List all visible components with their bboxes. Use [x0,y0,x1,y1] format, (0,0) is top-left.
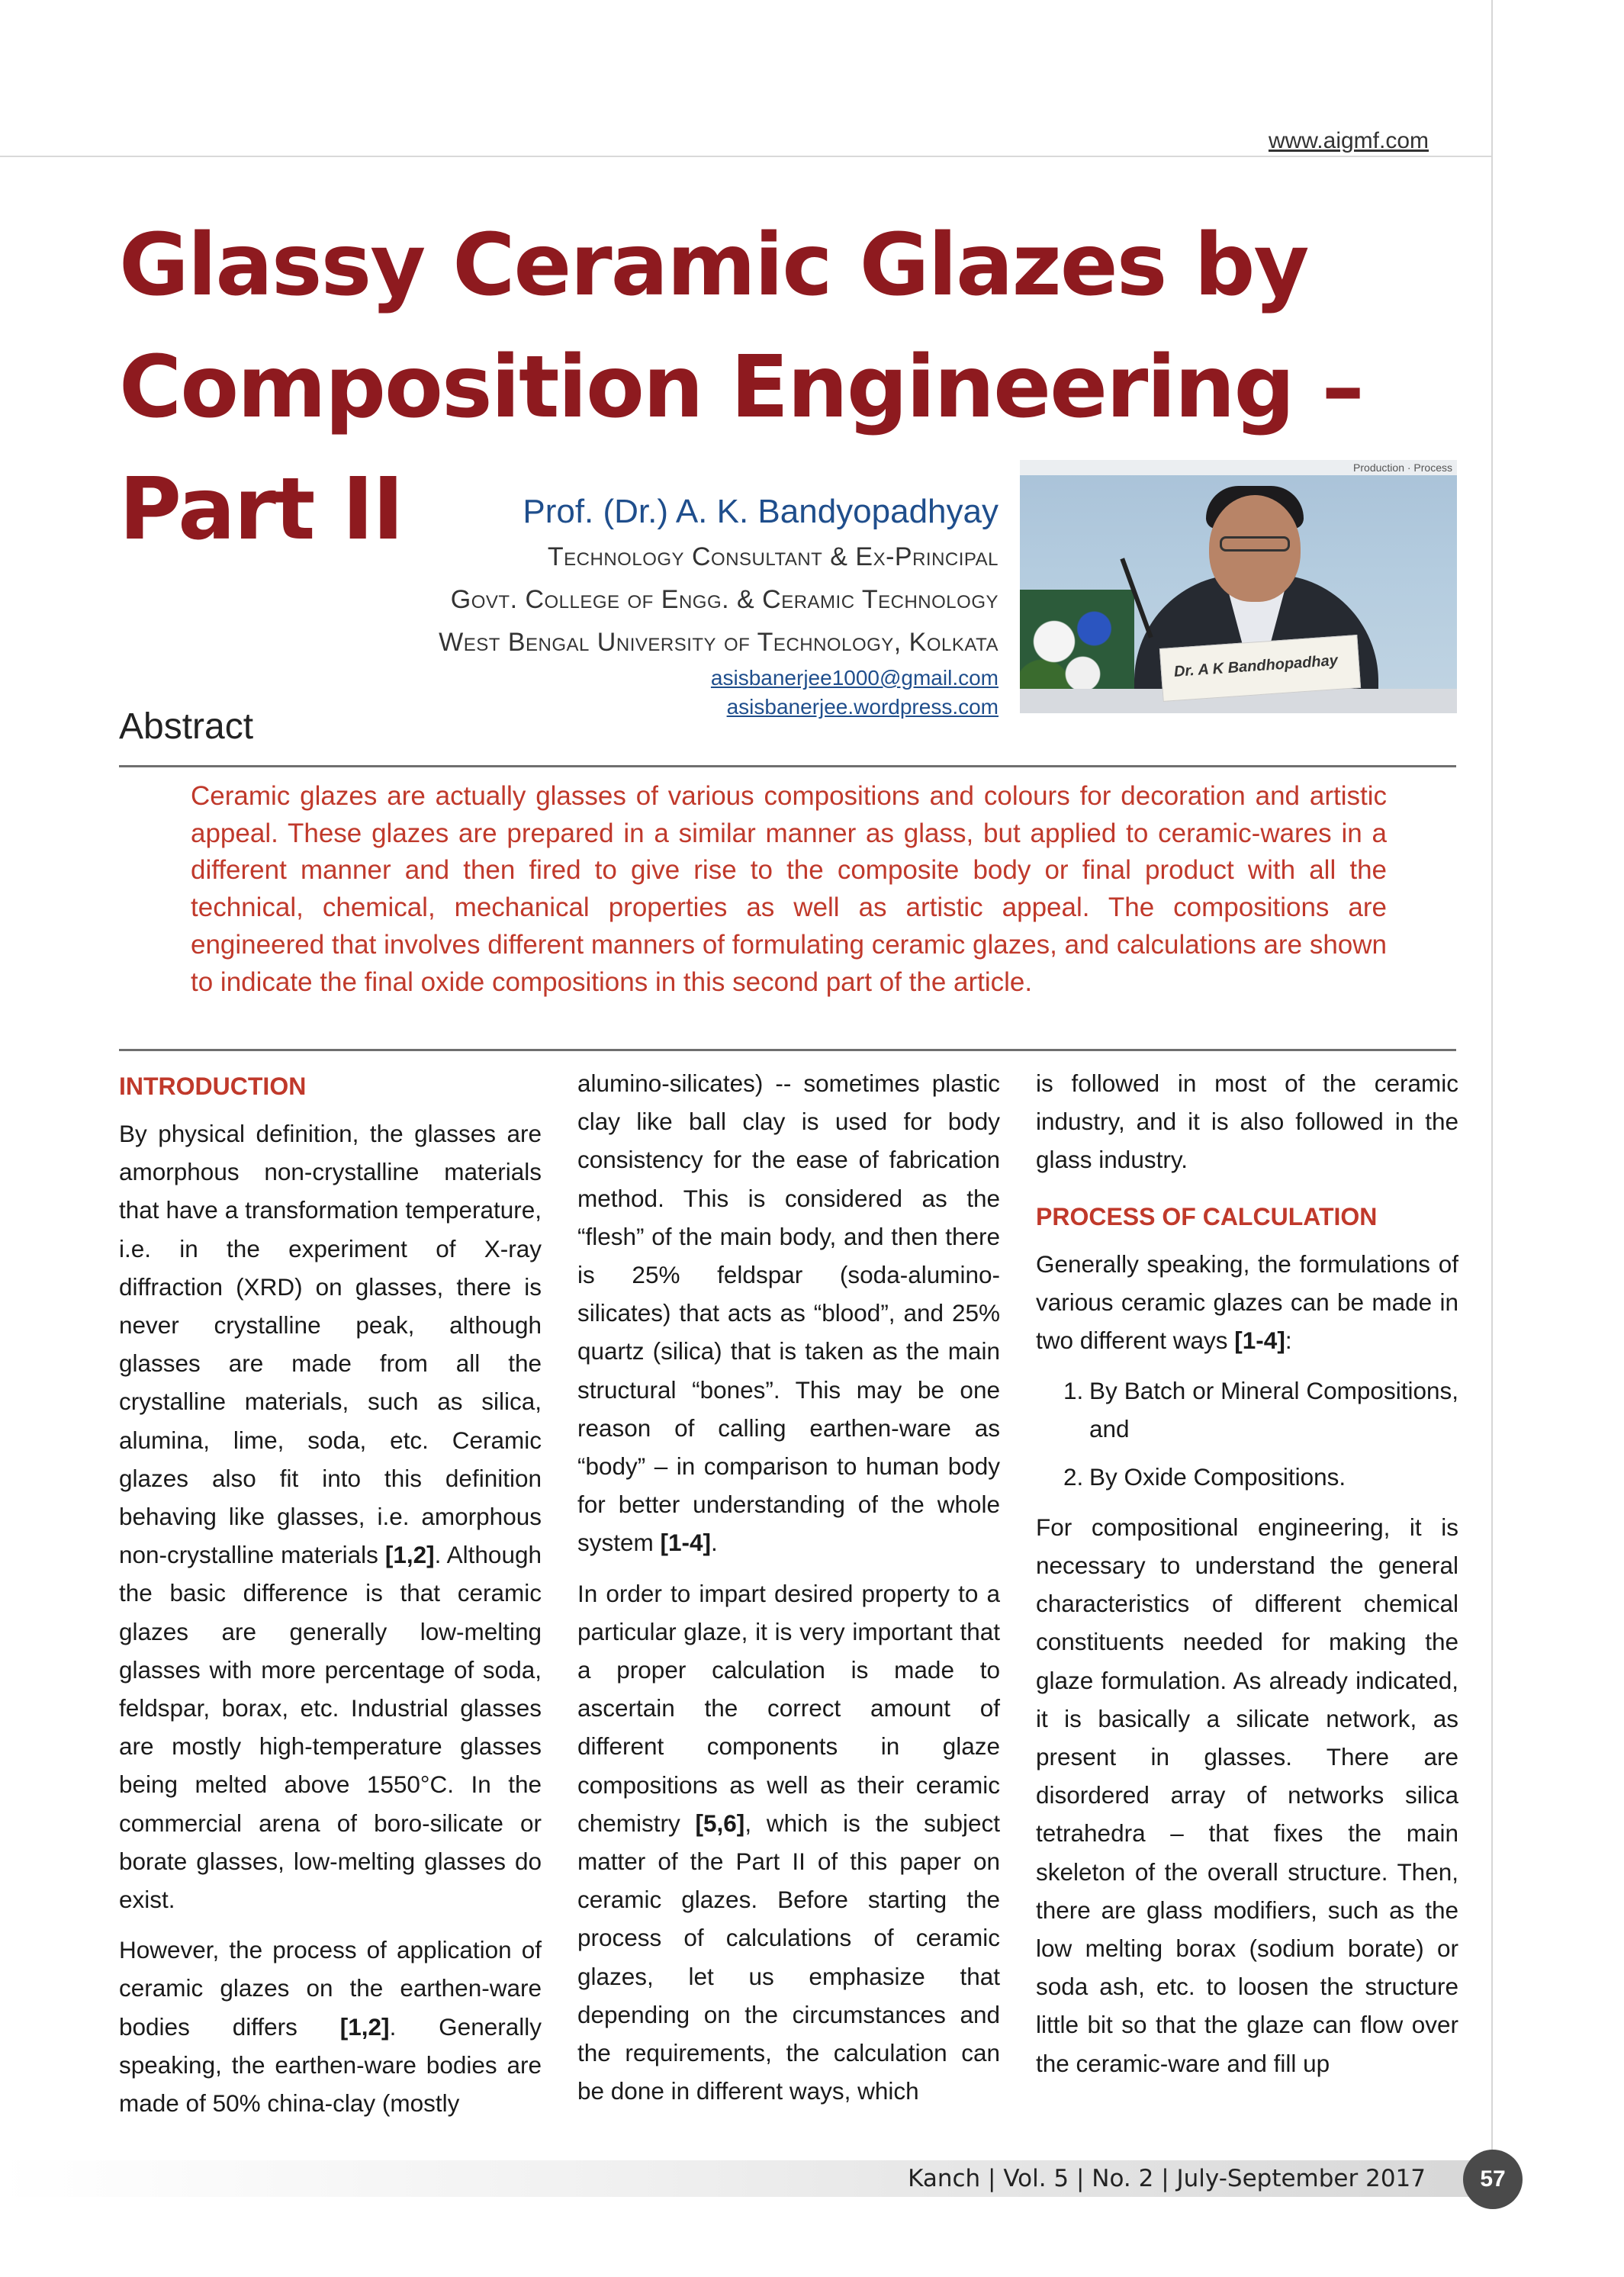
introduction-heading: INTRODUCTION [119,1073,307,1100]
text-run: Generally speaking, the formulations of various ceramic glazes can be made in two different ways [1036,1249,1458,1355]
photo-banner-text: Production · Process [1353,462,1452,474]
col2-paragraph-2 [577,1574,1000,2111]
calculation-methods-list [1036,1372,1458,1496]
nameplate-text: Dr. A K Bandhopadhay [1173,651,1339,680]
col3-paragraph-0: is followed in most of the ceramic industry, and it is also followed in the glass industry. [1036,1069,1458,1174]
citation-ref: [5,6] [695,1809,745,1837]
footer-citation: Kanch | Vol. 5 | No. 2 | July-September 2017 [908,2165,1426,2192]
body-column-3 [1036,1064,1458,2095]
text-run: . [711,1529,718,1557]
text-run: By physical definition, the glasses are amorphous non-crystalline materials that have a transformation temperature, i.e. in the experiment of X-ray diffraction (XRD) on glasses, there is never crystalline peak, although glasses are made from all the crystalline materials, such as silica, alumina, lime, soda, etc. Ceramic glazes also fit into this definition behaving like glasses, i.e. amorphous non-crystalline materials [119,1120,542,1569]
list-text: By Oxide Compositions. [1089,1462,1346,1491]
author-email-link[interactable]: asisbanerjee1000@gmail.com [710,666,999,690]
abstract-top-rule [119,765,1456,767]
text-run: In order to impart desired property to a particular glaze, it is very important that a proper calculation is made to ascertain the correct amount of different components in glaze compositions as well as their ceramic chemistry [577,1579,1000,1837]
abstract-text: Ceramic glazes are actually glasses of various compositions and colours for decoration and artistic appeal. These glazes are prepared in a similar manner as glass, but applied to ceramic-wares in a different manner and then fired to give rise to the composite body or final product with all the technical, chemical, mechanical properties as well as artistic appeal. The compositions are engineered that involves different manners of formulating ceramic glazes, and calculations are shown to indicate the final oxide compositions in this second part of the article. [191,781,1387,997]
citation-ref: [1-4] [1234,1327,1285,1355]
photo-glasses [1220,536,1290,552]
list-number: 1. [1063,1377,1084,1405]
text-run: However, the process of application of ceramic glazes on the earthen-ware bodies differs [119,1936,542,2041]
text-run: . Generally speaking, the earthen-ware bodies are made of 50% china-clay (mostly [119,2012,542,2118]
list-item [1036,1458,1458,1496]
author-photo [1020,460,1457,713]
list-item [1036,1372,1458,1448]
citation-ref: [1,2] [339,2012,390,2041]
author-affiliation-1: Technology Consultant & Ex-Principal [547,542,999,571]
text-run: . Although the basic difference is that ceramic glazes are generally low-melting glasses with more percentage of soda, feldspar, borax, etc. Industrial glasses are mostly high-temperature glasses being melted above 1550°C. In the commercial arena of boro-silicate or borate glasses, low-melting glasses do exist. [119,1541,542,1914]
process-of-calculation-heading: PROCESS OF CALCULATION [1036,1202,1378,1230]
author-affiliation-3: West Bengal University of Technology, Kolkata [439,628,999,657]
author-name: Prof. (Dr.) A. K. Bandyopadhyay [523,493,999,530]
page-number-badge: 57 [1463,2150,1523,2209]
text-run: : [1285,1327,1292,1355]
author-blog-link[interactable]: asisbanerjee.wordpress.com [726,695,999,719]
list-text: By Batch or Mineral Compositions, and [1089,1377,1458,1443]
col2-paragraph-1 [577,1064,1000,1562]
title-line-2: Composition Engineering – Part II [119,338,1363,559]
list-number: 2. [1063,1462,1084,1491]
text-run: alumino-silicates) -- sometimes plastic clay like ball clay is used for body consistency for the ease of fabrication method. This is considered as the “flesh” of the main body, and then there is 25% feldspar (soda-alumino-silicates) that acts as “blood”, and 25% quartz (silica) that is taken as the main structural “bones”. This may be one reason of calling earthen-ware as “body” – in comparison to human body for better understanding of the whole system [577,1069,1000,1557]
abstract-bottom-rule [119,1049,1456,1051]
col1-paragraph-1 [119,1114,542,1918]
citation-ref: [1-4] [660,1529,712,1557]
title-line-1: Glassy Ceramic Glazes by [119,216,1308,315]
col3-paragraph-1 [1036,1245,1458,1360]
citation-ref: [1,2] [384,1541,435,1569]
site-url-link[interactable]: www.aigmf.com [1268,128,1429,153]
col3-paragraph-2: For compositional engineering, it is necessary to understand the general characteristics of different chemical constituents needed for making the glaze formulation. As already indicated, it is basically a silicate network, as present in glasses. There are disordered array of networks silica tetrahedra – that fixes the main skeleton of the overall structure. Then, there are glass modifiers, such as the low melting borax (sodium borate) or soda ash, etc. to loosen the structure little bit so that the glaze can flow over the ceramic-ware and fill up [1036,1513,1458,2077]
header-rule [0,156,1491,157]
col1-paragraph-2 [119,1931,542,2122]
abstract-heading: Abstract [119,706,254,747]
author-affiliation-2: Govt. College of Engg. & Ceramic Technology [450,585,999,614]
body-column-1 [119,1064,542,2134]
body-column-2 [577,1064,1000,2122]
text-run: , which is the subject matter of the Part II of this paper on ceramic glazes. Before starting the process of calculations of ceramic glazes, let us emphasize that depending on the circumstances and the requirements, the calculation can be done in different ways, which [577,1809,1000,2105]
author-block [439,488,999,722]
